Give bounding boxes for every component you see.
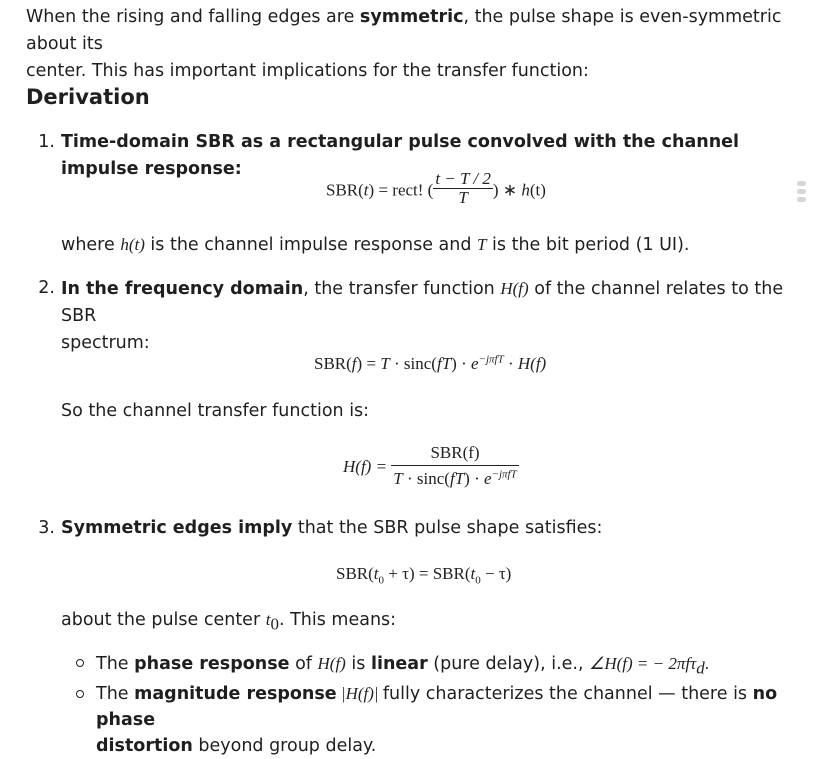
equation-transfer-function: H(f) = $\frac{\text{SBR(f)}}{T \cdot \sin c(fT) \cdot e^{-j\pi fT}}$ [343, 443, 517, 488]
bullet-phase-response: The phase response of H(f) is linear (pure delay), i.e., ∠H(f) = − 2πfτ$_d$. [96, 654, 709, 678]
equation-sbr-time: SBR(t) = rect! ( $\frac{t - T / 2}{T}$ ) ∗ h(t) [326, 169, 546, 207]
list-number-3: 3. [38, 518, 55, 538]
intro-paragraph [26, 4, 816, 85]
equation-sbr-frequency: $SBR(f) = T \cdot \sin c(fT) \cdot e^{-j\pi fT} \cdot H(f)$ [314, 353, 547, 373]
equation-symmetry: $SBR(t_0 + \tau) = SBR(t_0 - \tau)$ [336, 564, 512, 587]
intro-line-2: center. This has important implications for the transfer function: [26, 61, 589, 81]
intro-line-1: When the rising and falling edges are symmetric, the pulse shape is even-symmetric about its [26, 7, 782, 54]
list-number-2: 2. [38, 278, 55, 298]
item1-title: Time-domain SBR as a rectangular pulse convolved with the channel impulse response: [61, 132, 740, 179]
item2-text: In the frequency domain, the transfer function H(f) of the channel relates to the SBR spectrum: [61, 279, 784, 353]
item1-where-text: where h(t) is the channel impulse response and T is the bit period (1 UI). [61, 235, 690, 255]
item2-so-text: So the channel transfer function is: [61, 401, 370, 421]
list-number-1: 1. [38, 132, 55, 152]
bullet-icon [76, 659, 84, 667]
bullet-icon [76, 690, 84, 698]
equation-scroll-indicator[interactable] [796, 178, 806, 208]
bullet-magnitude-response: The magnitude response |H(f)| fully characterizes the channel — there is no phase distortion beyond group delay. [96, 684, 778, 756]
item3-text: Symmetric edges imply that the SBR pulse shape satisfies: [61, 518, 603, 538]
item3-about-text: about the pulse center $t_0$. This means: [61, 610, 397, 634]
section-heading: Derivation [26, 85, 150, 109]
